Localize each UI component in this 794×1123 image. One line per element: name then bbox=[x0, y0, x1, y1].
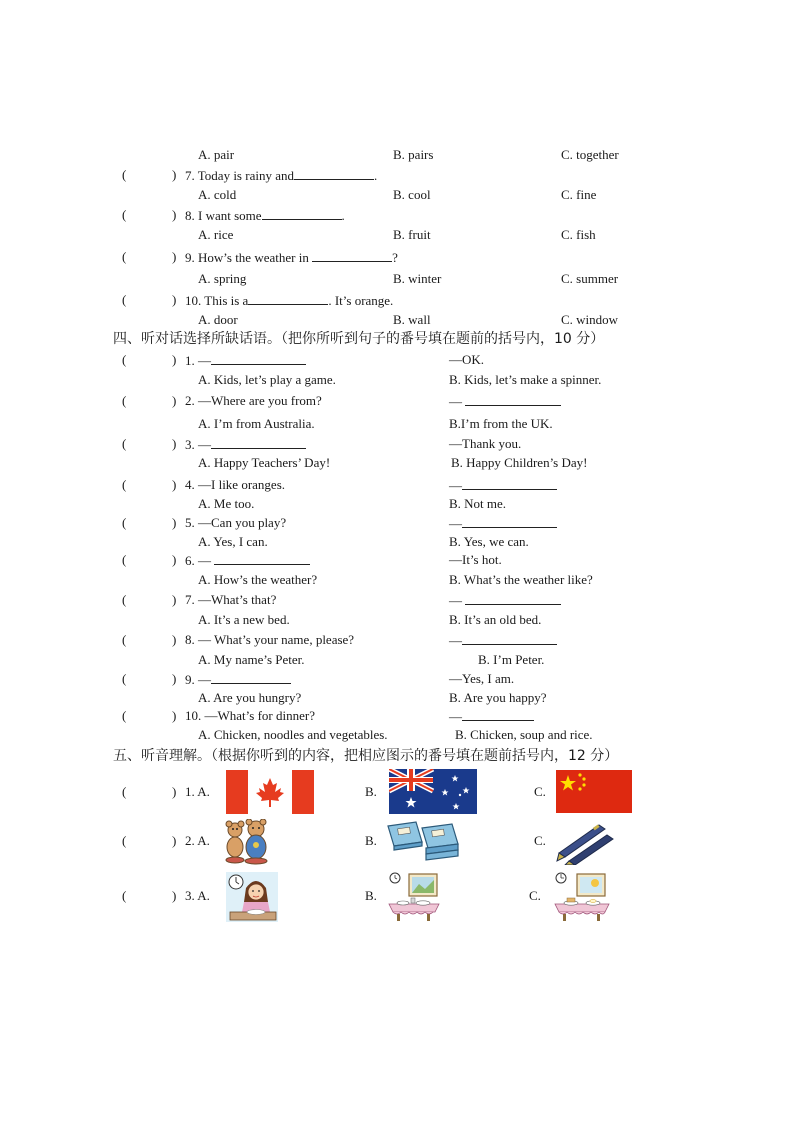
canada-flag-icon bbox=[226, 770, 314, 814]
dialogue-response: — bbox=[449, 592, 561, 609]
option-c-label: C. bbox=[529, 888, 541, 903]
dialogue-question: 8. — What’s your name, please? bbox=[185, 632, 355, 647]
dialogue-response: — bbox=[449, 632, 557, 649]
option-b: B. Not me. bbox=[449, 496, 507, 511]
question-number: 1. bbox=[185, 353, 195, 368]
dialogue-question: 1. — bbox=[185, 352, 306, 369]
pens-icon bbox=[555, 817, 615, 865]
dialogue-response: — bbox=[449, 708, 534, 725]
q8-option-a: A. rice bbox=[198, 227, 234, 242]
question-number: 8. bbox=[185, 632, 195, 647]
answer-paren-right: ) bbox=[172, 167, 177, 182]
option-a: A. It’s a new bed. bbox=[198, 612, 290, 627]
dialogue-response: — bbox=[449, 393, 561, 410]
answer-paren-left: ( bbox=[122, 436, 127, 451]
option-b-label: B. bbox=[365, 784, 377, 799]
answer-paren-left: ( bbox=[122, 515, 127, 530]
answer-paren-right: ) bbox=[172, 708, 177, 723]
option-a: A. Are you hungry? bbox=[198, 690, 302, 705]
answer-paren-left: ( bbox=[122, 888, 127, 903]
answer-paren-right: ) bbox=[172, 833, 177, 848]
answer-blank bbox=[465, 592, 561, 605]
answer-paren-right: ) bbox=[172, 515, 177, 530]
question-text: 8. I want some . bbox=[185, 208, 345, 223]
dialogue-response: —Yes, I am. bbox=[449, 671, 515, 686]
answer-paren-left: ( bbox=[122, 352, 127, 367]
option-b: B. Are you happy? bbox=[449, 690, 547, 705]
question-number: 10. bbox=[185, 708, 202, 723]
dialogue-question: 7. —What’s that? bbox=[185, 592, 277, 607]
question-number: 9. bbox=[185, 672, 195, 687]
answer-paren-left: ( bbox=[122, 207, 127, 222]
answer-paren-right: ) bbox=[172, 393, 177, 408]
q10-option-a: A. door bbox=[198, 312, 238, 327]
answer-paren-right: ) bbox=[172, 477, 177, 492]
q9-option-a: A. spring bbox=[198, 271, 247, 286]
option-a: A. Happy Teachers’ Day! bbox=[198, 455, 331, 470]
option-c-label: C. bbox=[534, 833, 546, 848]
option-b: B. Chicken, soup and rice. bbox=[455, 727, 593, 742]
answer-paren-right: ) bbox=[172, 552, 177, 567]
answer-paren-right: ) bbox=[172, 671, 177, 686]
answer-blank bbox=[214, 552, 310, 565]
answer-paren-right: ) bbox=[172, 888, 177, 903]
answer-blank bbox=[465, 393, 561, 406]
question-number: 2. bbox=[185, 393, 195, 408]
question-number: 7. bbox=[185, 592, 195, 607]
books-icon bbox=[386, 820, 460, 862]
dinner-table-icon bbox=[385, 870, 443, 922]
option-b: B. What’s the weather like? bbox=[449, 572, 593, 587]
q9-option-b: B. winter bbox=[393, 271, 442, 286]
question-number: 3. A. bbox=[185, 888, 210, 903]
question-number: 9. bbox=[185, 250, 195, 265]
answer-paren-left: ( bbox=[122, 784, 127, 799]
dialogue-response: — bbox=[449, 477, 557, 494]
option-a: A. My name’s Peter. bbox=[198, 652, 305, 667]
answer-paren-left: ( bbox=[122, 632, 127, 647]
option-b-label: B. bbox=[365, 888, 377, 903]
answer-blank bbox=[262, 207, 342, 220]
option-a: A. How’s the weather? bbox=[198, 572, 318, 587]
q7-option-a: A. cold bbox=[198, 187, 237, 202]
girl-eating-icon bbox=[226, 872, 278, 922]
option-b: B. Kids, let’s make a spinner. bbox=[449, 372, 602, 387]
question-text: 7. Today is rainy and . bbox=[185, 168, 378, 183]
option-a: A. Chicken, noodles and vegetables. bbox=[198, 727, 388, 742]
question-number: 2. A. bbox=[185, 833, 210, 848]
australia-flag-icon bbox=[389, 769, 477, 814]
answer-paren-left: ( bbox=[122, 292, 127, 307]
q6-option-a: A. pair bbox=[198, 147, 235, 162]
answer-paren-left: ( bbox=[122, 552, 127, 567]
answer-paren-right: ) bbox=[172, 249, 177, 264]
answer-blank bbox=[462, 632, 557, 645]
q10-option-c: C. window bbox=[561, 312, 619, 327]
teddy-bears-icon bbox=[222, 819, 272, 865]
dialogue-question: 6. — bbox=[185, 552, 310, 569]
q10-option-b: B. wall bbox=[393, 312, 431, 327]
option-b: B. It’s an old bed. bbox=[449, 612, 542, 627]
dialogue-question: 4. —I like oranges. bbox=[185, 477, 286, 492]
answer-blank bbox=[462, 515, 557, 528]
q8-option-b: B. fruit bbox=[393, 227, 431, 242]
answer-paren-right: ) bbox=[172, 632, 177, 647]
answer-blank bbox=[312, 249, 392, 262]
answer-paren-left: ( bbox=[122, 477, 127, 492]
q9-option-c: C. summer bbox=[561, 271, 619, 286]
dialogue-response: —OK. bbox=[449, 352, 485, 367]
option-b: B. I’m Peter. bbox=[478, 652, 545, 667]
dialogue-response: — bbox=[449, 515, 557, 532]
option-c-label: C. bbox=[534, 784, 546, 799]
answer-blank bbox=[248, 292, 328, 305]
question-number: 5. bbox=[185, 515, 195, 530]
dialogue-question: 3. — bbox=[185, 436, 306, 453]
dialogue-question: 10. —What’s for dinner? bbox=[185, 708, 315, 723]
option-a: A. Yes, I can. bbox=[198, 534, 268, 549]
dialogue-question: 9. — bbox=[185, 671, 291, 688]
option-a: A. Me too. bbox=[198, 496, 255, 511]
q7-option-c: C. fine bbox=[561, 187, 597, 202]
question-number: 3. bbox=[185, 437, 195, 452]
answer-blank bbox=[211, 436, 306, 449]
answer-blank bbox=[462, 477, 557, 490]
answer-paren-left: ( bbox=[122, 671, 127, 686]
question-number: 1. A. bbox=[185, 784, 210, 799]
answer-paren-left: ( bbox=[122, 708, 127, 723]
question-text: 10. This is a . It’s orange. bbox=[185, 293, 394, 308]
breakfast-table-icon bbox=[551, 870, 613, 922]
dialogue-question: 5. —Can you play? bbox=[185, 515, 287, 530]
answer-paren-right: ) bbox=[172, 207, 177, 222]
option-b: B.I’m from the UK. bbox=[449, 416, 553, 431]
answer-paren-left: ( bbox=[122, 167, 127, 182]
question-number: 6. bbox=[185, 553, 195, 568]
answer-paren-right: ) bbox=[172, 352, 177, 367]
dialogue-response: —Thank you. bbox=[449, 436, 522, 451]
answer-paren-right: ) bbox=[172, 592, 177, 607]
question-number: 7. bbox=[185, 168, 195, 183]
option-b: B. Yes, we can. bbox=[449, 534, 529, 549]
question-number: 10. bbox=[185, 293, 202, 308]
option-a: A. Kids, let’s play a game. bbox=[198, 372, 336, 387]
answer-paren-left: ( bbox=[122, 833, 127, 848]
q6-option-b: B. pairs bbox=[393, 147, 434, 162]
question-text: 9. How’s the weather in ? bbox=[185, 250, 398, 265]
q8-option-c: C. fish bbox=[561, 227, 596, 242]
answer-blank bbox=[211, 352, 306, 365]
answer-paren-left: ( bbox=[122, 393, 127, 408]
section5-heading: 五、听音理解。（根据你听到的内容，把相应图示的番号填在题前括号内，12 分） bbox=[113, 748, 619, 764]
dialogue-response: —It’s hot. bbox=[449, 552, 502, 567]
q6-option-c: C. together bbox=[561, 147, 619, 162]
option-a: A. I’m from Australia. bbox=[198, 416, 315, 431]
question-number: 8. bbox=[185, 208, 195, 223]
dialogue-question: 2. —Where are you from? bbox=[185, 393, 322, 408]
answer-paren-left: ( bbox=[122, 592, 127, 607]
option-b: B. Happy Children’s Day! bbox=[451, 455, 588, 470]
answer-blank bbox=[211, 671, 291, 684]
china-flag-icon bbox=[556, 770, 632, 813]
answer-blank bbox=[294, 167, 374, 180]
answer-paren-right: ) bbox=[172, 292, 177, 307]
section4-heading: 四、听对话选择所缺话语。（把你所听到句子的番号填在题前的括号内，10 分） bbox=[113, 331, 605, 347]
question-number: 4. bbox=[185, 477, 195, 492]
answer-blank bbox=[462, 708, 534, 721]
option-b-label: B. bbox=[365, 833, 377, 848]
answer-paren-left: ( bbox=[122, 249, 127, 264]
answer-paren-right: ) bbox=[172, 784, 177, 799]
answer-paren-right: ) bbox=[172, 436, 177, 451]
q7-option-b: B. cool bbox=[393, 187, 431, 202]
